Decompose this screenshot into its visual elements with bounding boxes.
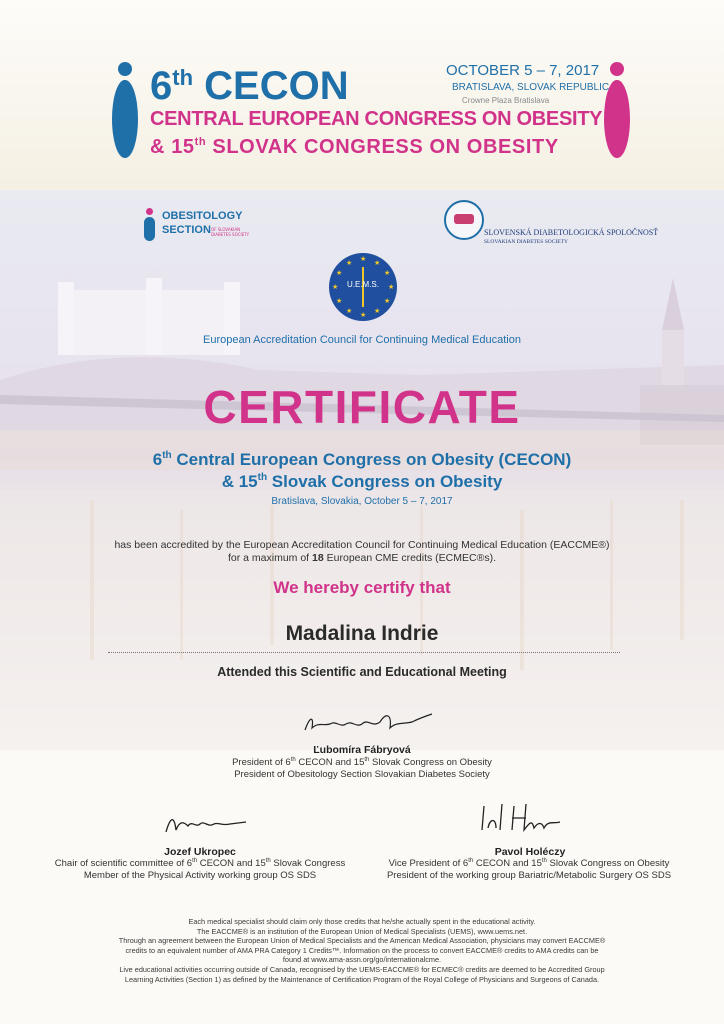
event-location-date: Bratislava, Slovakia, October 5 – 7, 2017	[271, 496, 453, 507]
signatory-main-role2: President of Obesitology Section Slovakian Diabetes Society	[234, 769, 490, 780]
accreditation-statement: has been accredited by the European Accreditation Council for Continuing Medical Education (EACCME®)	[114, 539, 610, 551]
credits-count: 18	[312, 552, 324, 564]
sds-name-english: SLOVAKIAN DIABETES SOCIETY	[484, 239, 568, 245]
footer-line: The EACCME® is an institution of the European Union of Medical Specialists (UEMS), www.uems.net.	[196, 926, 528, 936]
certify-statement: We hereby certify that	[273, 578, 451, 597]
obesitology-section-logo: OBESITOLOGY SECTION OF SLOVAKIAN DIABETES SOCIETY	[144, 206, 254, 242]
signatory-right-name: Pavol Holéczy	[494, 846, 566, 858]
signatory-main-role1: President of 6th CECON and 15th Slovak Congress on Obesity	[232, 757, 492, 768]
signature-ukropec	[160, 808, 260, 838]
person-icon-left	[112, 62, 140, 158]
recipient-name: Madalina Indrie	[285, 622, 439, 645]
footer-line: found at www.ama-assn.org/go/internationalcme.	[282, 955, 442, 965]
signatory-left-name: Jozef Ukropec	[164, 846, 236, 858]
signatory-main-name: Ľubomíra Fábryová	[313, 744, 411, 756]
signatory-right-role1: Vice President of 6th CECON and 15th Slovak Congress on Obesity	[388, 858, 670, 869]
accreditation-credits: for a maximum of 18 European CME credits (ECMEC®s).	[228, 552, 496, 564]
event-venue: Crowne Plaza Bratislava	[462, 96, 550, 105]
footer-line: Learning Activities (Section 1) as defined by the Maintenance of Certification Program of the Royal College of Physicians and Surgeons of Canada.	[124, 974, 600, 984]
footer-line: credits to an equivalent number of AMA PRA Category 1 Credits™. Information on the process to convert EACCME® credits to AMA credits can be	[125, 945, 599, 955]
signature-fabryova	[300, 708, 440, 738]
person-icon-right	[604, 62, 632, 158]
congress-title-line1: CENTRAL EUROPEAN CONGRESS ON OBESITY	[150, 108, 603, 130]
header-banner	[0, 0, 724, 190]
event-place: BRATISLAVA, SLOVAK REPUBLIC	[452, 82, 610, 93]
footer-line: Through an agreement between the European Union of Medical Specialists and the American Medical Association, physicians may convert EACCME®	[118, 936, 606, 946]
signatory-left-role2: Member of the Physical Activity working group OS SDS	[83, 870, 317, 881]
footer-line: Live educational activities occurring outside of Canada, recognised by the UEMS-EACCME® for ECMEC® credits are deemed to be Accredited Group	[119, 964, 605, 974]
footer-line: Each medical specialist should claim only those credits that he/she actually spent in the educational activity.	[188, 917, 536, 926]
event-title-line1: 6th Central European Congress on Obesity (CECON)	[152, 450, 572, 469]
sds-logo-icon	[444, 200, 484, 240]
cecon-title: 6th CECON	[150, 64, 349, 108]
signatory-left-role1: Chair of scientific committee of 6th CECON and 15th Slovak Congress	[54, 858, 346, 869]
signatory-right-role2: President of the working group Bariatric/Metabolic Surgery OS SDS	[386, 870, 672, 881]
uems-logo: U.E.M.S. ★ ★ ★ ★ ★ ★ ★ ★ ★ ★ ★ ★	[329, 253, 397, 321]
footer-notes	[30, 917, 694, 984]
sds-name: SLOVENSKÁ DIABETOLOGICKÁ SPOLOČNOSŤ	[484, 228, 659, 237]
signature-holeczy	[474, 800, 574, 836]
congress-title-line2: & 15th SLOVAK CONGRESS ON OBESITY	[150, 136, 559, 158]
certificate-heading: CERTIFICATE	[203, 381, 521, 433]
event-title-line2: & 15th Slovak Congress on Obesity	[221, 472, 503, 491]
event-date: OCTOBER 5 – 7, 2017	[446, 62, 600, 79]
accreditation-council-name: European Accreditation Council for Continuing Medical Education	[203, 334, 521, 346]
attendance-statement: Attended this Scientific and Educational Meeting	[217, 665, 507, 679]
name-underline	[108, 652, 620, 653]
